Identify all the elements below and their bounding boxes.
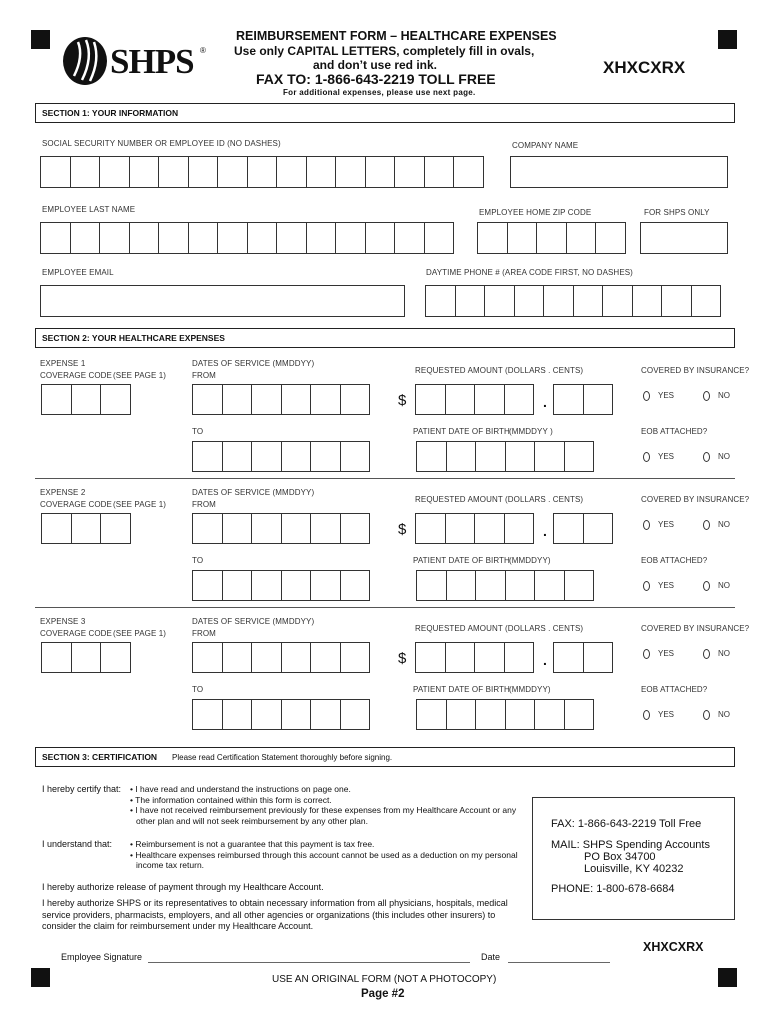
instruction-line-2: and don’t use red ink. — [313, 58, 438, 72]
dollar-sign: $ — [398, 650, 407, 667]
original-form-note: USE AN ORIGINAL FORM (NOT A PHOTOCOPY) — [272, 974, 497, 985]
expense-label: EXPENSE 1 — [40, 359, 86, 368]
amount-dollars-input[interactable] — [415, 642, 534, 673]
requested-amount-label: REQUESTED AMOUNT (DOLLARS . CENTS) — [415, 624, 584, 633]
contact-mail-line-1: MAIL: SHPS Spending Accounts — [551, 839, 710, 851]
eob-attached-label: EOB ATTACHED? — [641, 685, 708, 694]
email-field[interactable] — [40, 285, 405, 317]
registration-mark-top-right — [718, 30, 737, 49]
section-3-title: SECTION 3: CERTIFICATION — [42, 752, 158, 762]
dates-of-service-label: DATES OF SERVICE (MMDDYY) — [192, 359, 315, 368]
amount-cents-input[interactable] — [553, 642, 613, 673]
from-label: FROM — [192, 629, 216, 638]
zip-code-input[interactable] — [477, 222, 626, 254]
zip-label: EMPLOYEE HOME ZIP CODE — [479, 208, 592, 217]
no-label: NO — [718, 581, 730, 591]
understand-list — [130, 839, 520, 871]
covered-yes-oval[interactable] — [643, 520, 650, 530]
shps-logo — [62, 36, 212, 86]
authorize-shps-text: I hereby authorize SHPS or its representatives to obtain necessary information from all physicians, hospitals, medical service providers, pharmacists, employers, and all other agencies or organizations (this includes other insurers) to consider the claim for reimbursement under my Healthcare Account. — [42, 898, 508, 931]
ssn-input[interactable] — [40, 156, 484, 188]
eob-yes-option[interactable] — [643, 581, 674, 591]
to-date-input[interactable] — [192, 699, 370, 730]
covered-by-insurance-label: COVERED BY INSURANCE? — [641, 366, 750, 375]
to-label: TO — [192, 685, 204, 694]
certify-item: • I have read and understand the instructions on page one. — [130, 784, 351, 794]
section-1-title: SECTION 1: YOUR INFORMATION — [42, 108, 179, 118]
dates-of-service-label: DATES OF SERVICE (MMDDYY) — [192, 488, 315, 497]
covered-no-oval[interactable] — [703, 649, 710, 659]
covered-yes-oval[interactable] — [643, 649, 650, 659]
date-label: Date — [481, 952, 501, 962]
from-date-input[interactable] — [192, 384, 370, 415]
contact-mail-line-2: PO Box 34700 — [584, 851, 656, 863]
to-date-input[interactable] — [192, 441, 370, 472]
fax-to-line: FAX TO: 1-866-643-2219 TOLL FREE — [256, 71, 496, 87]
contact-fax: FAX: 1-866-643-2219 Toll Free — [551, 818, 702, 830]
shps-only-label: FOR SHPS ONLY — [644, 208, 710, 217]
certify-item: • I have not received reimbursement previously for these expenses from my Healthcare Account or any other plan and will not seek reimbursement by any other plan. — [130, 805, 517, 826]
dates-of-service-label: DATES OF SERVICE (MMDDYY) — [192, 617, 315, 626]
page-number: Page #2 — [361, 988, 405, 1000]
requested-amount-label: REQUESTED AMOUNT (DOLLARS . CENTS) — [415, 366, 584, 375]
section-3-header — [35, 747, 735, 767]
no-label: NO — [718, 710, 730, 720]
phone-label: DAYTIME PHONE # (AREA CODE FIRST, NO DASHES) — [426, 268, 633, 277]
coverage-code-label: COVERAGE CODE — [40, 371, 112, 380]
eob-attached-label: EOB ATTACHED? — [641, 427, 708, 436]
certify-list — [130, 784, 520, 826]
shps-logo-mark-icon — [62, 36, 108, 86]
covered-yes-option[interactable] — [643, 649, 674, 659]
from-label: FROM — [192, 500, 216, 509]
instruction-line-1: Use only CAPITAL LETTERS, completely fill in ovals, — [234, 44, 535, 58]
coverage-code-input[interactable] — [41, 513, 131, 544]
authorize-payment-text: I hereby authorize release of payment through my Healthcare Account. — [42, 882, 324, 892]
coverage-code-input[interactable] — [41, 384, 131, 415]
dollar-sign: $ — [398, 521, 407, 538]
date-line[interactable] — [508, 962, 610, 963]
coverage-code-label: COVERAGE CODE — [40, 629, 112, 638]
email-label: EMPLOYEE EMAIL — [42, 268, 114, 277]
amount-cents-input[interactable] — [553, 513, 613, 544]
from-date-input[interactable] — [192, 642, 370, 673]
eob-no-option[interactable] — [703, 710, 730, 720]
eob-no-oval[interactable] — [703, 452, 710, 462]
certify-item: • The information contained within this form is correct. — [130, 794, 332, 805]
registration-mark-bottom-right — [718, 968, 737, 987]
company-name-label: COMPANY NAME — [512, 141, 579, 150]
form-code-top: XHXCXRX — [603, 58, 686, 77]
logo-registered-mark: ® — [200, 46, 206, 55]
covered-no-oval[interactable] — [703, 391, 710, 401]
no-label: NO — [718, 649, 730, 659]
form-title: REIMBURSEMENT FORM – HEALTHCARE EXPENSES — [236, 29, 557, 43]
covered-no-option[interactable] — [703, 391, 730, 401]
no-label: NO — [718, 391, 730, 401]
eob-yes-option[interactable] — [643, 710, 674, 720]
dollar-sign: $ — [398, 392, 407, 409]
additional-expenses-note: For additional expenses, please use next page. — [283, 88, 476, 97]
no-label: NO — [718, 452, 730, 462]
patient-dob-input[interactable] — [416, 570, 594, 601]
form-code-bottom: XHXCXRX — [643, 940, 704, 954]
eob-no-oval[interactable] — [703, 710, 710, 720]
patient-dob-label: PATIENT DATE OF BIRTH — [413, 556, 510, 565]
section-3-subtitle: Please read Certification Statement thoroughly before signing. — [172, 753, 393, 762]
covered-no-option[interactable] — [703, 520, 730, 530]
understand-item: • Healthcare expenses reimbursed through this account cannot be used as a deduction on my personal income tax return. — [130, 849, 518, 870]
eob-yes-oval[interactable] — [643, 710, 650, 720]
covered-by-insurance-label: COVERED BY INSURANCE? — [641, 495, 750, 504]
covered-by-insurance-label: COVERED BY INSURANCE? — [641, 624, 750, 633]
yes-label: YES — [658, 649, 675, 659]
patient-dob-label: PATIENT DATE OF BIRTH — [413, 427, 510, 436]
understand-item: • Reimbursement is not a guarantee that this payment is tax free. — [130, 839, 375, 849]
registration-mark-bottom-left — [31, 968, 50, 987]
covered-no-oval[interactable] — [703, 520, 710, 530]
patient-dob-mmddyy-label: (MMDDYY ) — [509, 427, 553, 436]
eob-no-option[interactable] — [703, 581, 730, 591]
signature-label: Employee Signature — [61, 952, 143, 962]
logo-text: SHPS — [110, 42, 194, 81]
covered-yes-oval[interactable] — [643, 391, 650, 401]
section-2-header — [35, 328, 735, 348]
requested-amount-label: REQUESTED AMOUNT (DOLLARS . CENTS) — [415, 495, 584, 504]
covered-yes-option[interactable] — [643, 391, 674, 401]
decimal-point: . — [543, 394, 547, 410]
to-label: TO — [192, 427, 204, 436]
patient-dob-mmddyy-label: (MMDDYY) — [509, 556, 551, 565]
yes-label: YES — [658, 520, 675, 530]
last-name-input[interactable] — [40, 222, 454, 254]
patient-dob-input[interactable] — [416, 699, 594, 730]
contact-mail-line-3: Louisville, KY 40232 — [584, 863, 684, 875]
contact-phone: PHONE: 1-800-678-6684 — [551, 883, 675, 895]
coverage-code-label: COVERAGE CODE — [40, 500, 112, 509]
eob-yes-oval[interactable] — [643, 581, 650, 591]
expense-label: EXPENSE 2 — [40, 488, 86, 497]
yes-label: YES — [658, 710, 675, 720]
patient-dob-input[interactable] — [416, 441, 594, 472]
amount-cents-input[interactable] — [553, 384, 613, 415]
see-page-label: (SEE PAGE 1) — [113, 371, 167, 380]
patient-dob-label: PATIENT DATE OF BIRTH — [413, 685, 510, 694]
eob-yes-oval[interactable] — [643, 452, 650, 462]
expense-label: EXPENSE 3 — [40, 617, 86, 626]
yes-label: YES — [658, 581, 675, 591]
from-date-input[interactable] — [192, 513, 370, 544]
eob-no-option[interactable] — [703, 452, 730, 462]
eob-attached-label: EOB ATTACHED? — [641, 556, 708, 565]
section-1-header — [35, 103, 735, 123]
company-name-field[interactable] — [510, 156, 728, 188]
section-2-title: SECTION 2: YOUR HEALTHCARE EXPENSES — [42, 333, 225, 343]
registration-mark-top-left — [31, 30, 50, 49]
decimal-point: . — [543, 652, 547, 668]
last-name-label: EMPLOYEE LAST NAME — [42, 205, 136, 214]
decimal-point: . — [543, 523, 547, 539]
yes-label: YES — [658, 452, 675, 462]
expense-divider — [35, 478, 735, 479]
amount-dollars-input[interactable] — [415, 513, 534, 544]
yes-label: YES — [658, 391, 675, 401]
eob-yes-option[interactable] — [643, 452, 674, 462]
to-label: TO — [192, 556, 204, 565]
from-label: FROM — [192, 371, 216, 380]
expense-divider — [35, 607, 735, 608]
shps-only-field — [640, 222, 728, 254]
eob-no-oval[interactable] — [703, 581, 710, 591]
see-page-label: (SEE PAGE 1) — [113, 629, 167, 638]
certify-label: I hereby certify that: — [42, 784, 122, 794]
ssn-label: SOCIAL SECURITY NUMBER OR EMPLOYEE ID (NO DASHES) — [42, 139, 281, 148]
covered-yes-option[interactable] — [643, 520, 674, 530]
to-date-input[interactable] — [192, 570, 370, 601]
signature-line[interactable] — [148, 962, 470, 963]
phone-input[interactable] — [425, 285, 721, 317]
see-page-label: (SEE PAGE 1) — [113, 500, 167, 509]
contact-info-box — [532, 797, 735, 920]
covered-no-option[interactable] — [703, 649, 730, 659]
coverage-code-input[interactable] — [41, 642, 131, 673]
amount-dollars-input[interactable] — [415, 384, 534, 415]
patient-dob-mmddyy-label: (MMDDYY) — [509, 685, 551, 694]
no-label: NO — [718, 520, 730, 530]
understand-label: I understand that: — [42, 839, 113, 849]
